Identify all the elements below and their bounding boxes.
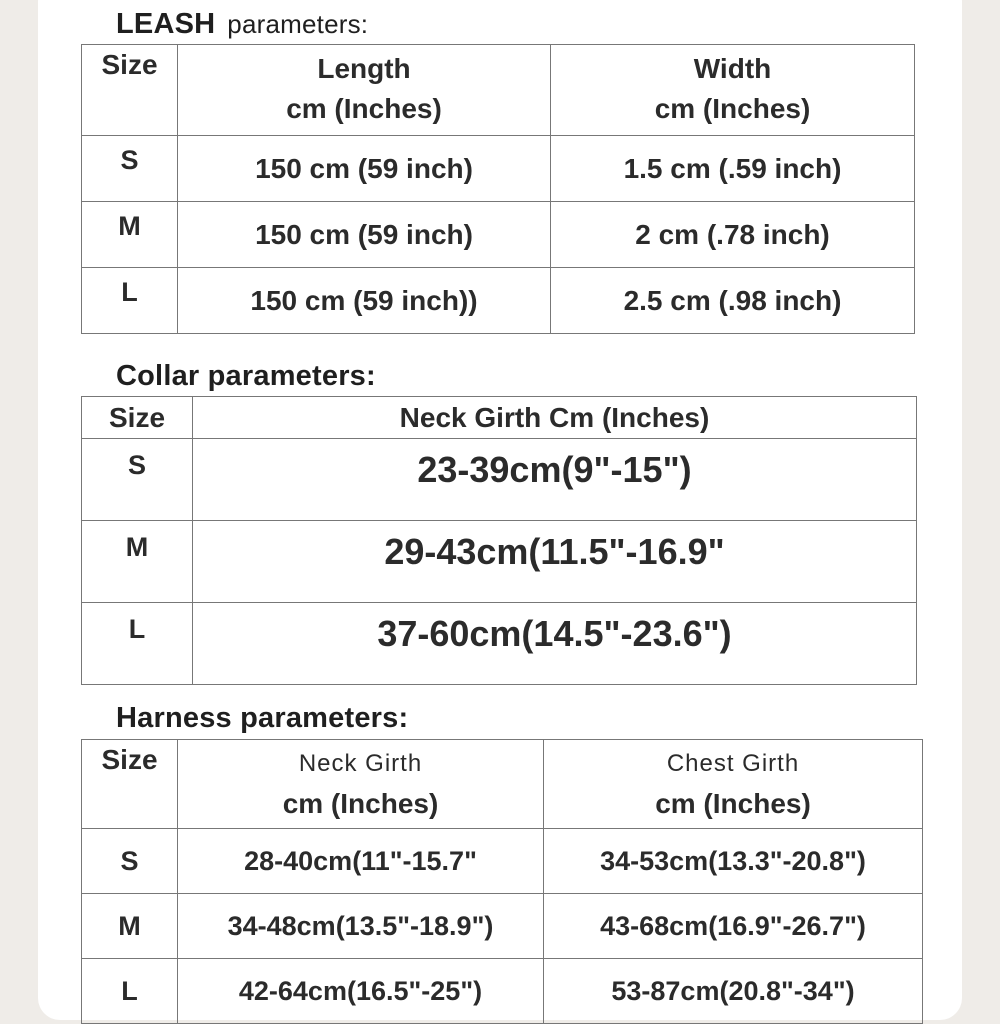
collar-header-row bbox=[82, 397, 917, 439]
leash-section-title bbox=[116, 8, 368, 41]
table-row bbox=[82, 959, 923, 1024]
leash-length-cell: 150 cm (59 inch) bbox=[178, 136, 551, 202]
leash-header-length bbox=[178, 45, 551, 136]
harness-header-neck-line1: Neck Girth bbox=[298, 750, 423, 777]
collar-size-cell: M bbox=[82, 521, 193, 603]
collar-section-title: Collar parameters: bbox=[116, 360, 376, 392]
harness-section-title: Harness parameters: bbox=[116, 702, 409, 734]
collar-header-neck: Neck Girth Cm (Inches) bbox=[193, 397, 917, 439]
leash-width-cell: 1.5 cm (.59 inch) bbox=[551, 136, 915, 202]
table-row bbox=[82, 439, 917, 521]
harness-neck-cell: 34-48cm(13.5"-18.9") bbox=[178, 894, 544, 959]
table-row bbox=[82, 136, 915, 202]
leash-header-width-line1: Width bbox=[693, 53, 772, 84]
collar-neck-cell: 29-43cm(11.5"-16.9" bbox=[193, 521, 917, 603]
collar-size-cell: S bbox=[82, 439, 193, 521]
harness-header-size: Size bbox=[82, 740, 178, 829]
collar-neck-cell: 23-39cm(9"-15") bbox=[193, 439, 917, 521]
harness-header-chest-line1: Chest Girth bbox=[666, 750, 800, 777]
harness-header-chest-line2: cm (Inches) bbox=[655, 788, 811, 819]
collar-neck-cell: 37-60cm(14.5"-23.6") bbox=[193, 603, 917, 685]
table-row bbox=[82, 521, 917, 603]
table-row bbox=[82, 829, 923, 894]
leash-header-length-line1: Length bbox=[317, 53, 411, 84]
harness-size-cell: S bbox=[82, 829, 178, 894]
table-row bbox=[82, 894, 923, 959]
leash-header-width-line2: cm (Inches) bbox=[654, 93, 811, 124]
leash-header-length-line2: cm (Inches) bbox=[286, 93, 442, 124]
leash-header-width bbox=[551, 45, 915, 136]
leash-title-bold: LEASH bbox=[116, 8, 216, 40]
leash-size-cell: M bbox=[82, 202, 178, 268]
collar-size-cell: L bbox=[82, 603, 193, 685]
harness-chest-cell: 34-53cm(13.3"-20.8") bbox=[544, 829, 923, 894]
harness-size-cell: M bbox=[82, 894, 178, 959]
harness-header-chest bbox=[544, 740, 923, 829]
harness-header-neck bbox=[178, 740, 544, 829]
harness-size-cell: L bbox=[82, 959, 178, 1024]
leash-size-cell: L bbox=[82, 268, 178, 334]
leash-header-size: Size bbox=[82, 45, 178, 136]
collar-table bbox=[81, 396, 917, 685]
table-row bbox=[82, 268, 915, 334]
table-row bbox=[82, 603, 917, 685]
harness-neck-cell: 42-64cm(16.5"-25") bbox=[178, 959, 544, 1024]
leash-title-rest: parameters: bbox=[227, 9, 369, 39]
leash-table bbox=[81, 44, 915, 334]
harness-neck-cell: 28-40cm(11"-15.7" bbox=[178, 829, 544, 894]
table-row bbox=[82, 202, 915, 268]
harness-header-neck-line2: cm (Inches) bbox=[282, 788, 439, 819]
harness-chest-cell: 53-87cm(20.8"-34") bbox=[544, 959, 923, 1024]
harness-table bbox=[81, 739, 923, 1024]
leash-size-cell: S bbox=[82, 136, 178, 202]
leash-length-cell: 150 cm (59 inch)) bbox=[178, 268, 551, 334]
harness-chest-cell: 43-68cm(16.9"-26.7") bbox=[544, 894, 923, 959]
harness-header-row bbox=[82, 740, 923, 829]
collar-header-size: Size bbox=[82, 397, 193, 439]
leash-width-cell: 2 cm (.78 inch) bbox=[551, 202, 915, 268]
leash-header-row bbox=[82, 45, 915, 136]
leash-length-cell: 150 cm (59 inch) bbox=[178, 202, 551, 268]
leash-width-cell: 2.5 cm (.98 inch) bbox=[551, 268, 915, 334]
